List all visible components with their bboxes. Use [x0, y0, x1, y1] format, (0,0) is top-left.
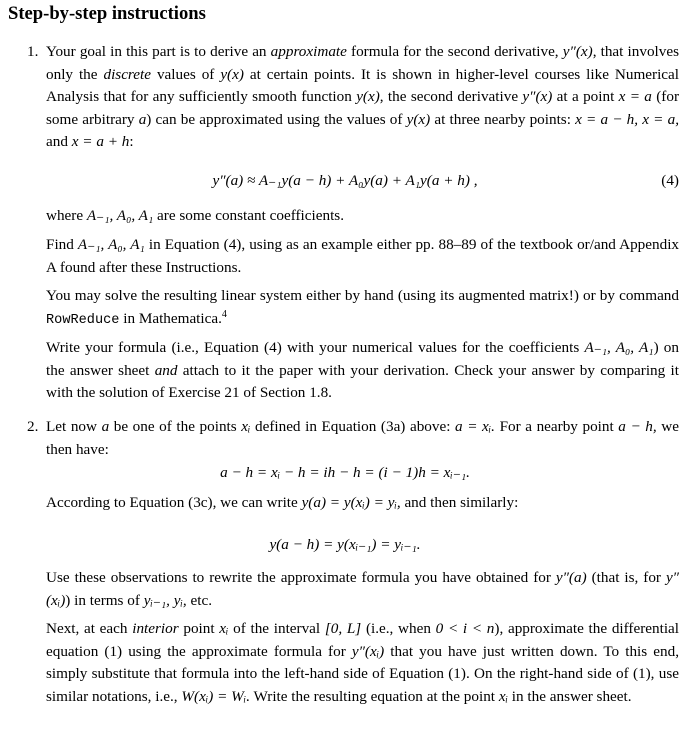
- item-1-paragraph-5: Write your formula (i.e., Equation (4) with your numerical values for the coefficients A₋₁, A₀, A₁) on the answer sheet and attach to it the paper with your derivation. Check your answer by comparing it with the solution of Exercise 21 of Section 1.8.: [46, 339, 679, 401]
- item-1-paragraph-3: Find A₋₁, A₀, A₁ in Equation (4), using as an example either pp. 88–89 of the textbook or/and Appendix A found after these Instructions.: [46, 236, 680, 276]
- equation-4-tag: (4): [661, 172, 679, 189]
- item-2-paragraph-3: Use these observations to rewrite the approximate formula you have obtained for y″(a) (that is, for y″(xᵢ)) in terms of yᵢ₋₁, yᵢ, etc.: [46, 569, 680, 609]
- item-2-paragraph-4: Next, at each interior point xᵢ of the interval [0, L] (i.e., when 0 < i < n), approximate the differential equation (1) using the approximate formula for y″(xᵢ) that you have just written down. To this end, simply substitute that formula into the left-hand side of Equation (1). On the right-hand side of (1), use similar notations, i.e., W(xᵢ) = Wᵢ. Write the resulting equation at the point xᵢ in the answer sheet.: [46, 620, 680, 705]
- item-2-paragraph-2: According to Equation (3c), we can write y(a) = y(xᵢ) = yᵢ, and then similarly:: [46, 494, 519, 511]
- equation-y-a-minus-h: y(a − h) = y(xᵢ₋₁) = yᵢ₋₁.: [269, 536, 421, 553]
- rowreduce-code: RowReduce: [46, 312, 120, 328]
- footnote-marker: 4: [221, 308, 227, 320]
- item-2-number: 2.: [27, 418, 39, 435]
- item-1-paragraph-1: Your goal in this part is to derive an approximate formula for the second derivative, y″(x), that involves only the discrete values of y(x) at certain points. It is shown in higher-level courses like Numerical Analysis that for any sufficiently smooth function y(x), the second derivative y″(x) at a point x = a (for some arbitrary a) can be approximated using the values of y(x) at three nearby points: x = a − h, x = a, and x = a + h:: [46, 43, 680, 150]
- item-1-paragraph-2: where A₋₁, A₀, A₁ are some constant coefficients.: [46, 207, 344, 224]
- section-title: Step-by-step instructions: [8, 3, 206, 24]
- equation-4: y″(a) ≈ A₋₁y(a − h) + A₀y(a) + A₁y(a + h) ,: [212, 172, 478, 189]
- item-1-paragraph-4: You may solve the resulting linear system either by hand (using its augmented matrix!) or by command RowReduce in Mathematica.$^4$: [46, 287, 679, 328]
- item-2-paragraph-1: Let now a be one of the points xᵢ defined in Equation (3a) above: a = xᵢ. For a nearby point a − h, we then have:: [46, 418, 679, 458]
- equation-a-minus-h: a − h = xᵢ − h = ih − h = (i − 1)h = xᵢ₋₁.: [220, 464, 470, 481]
- item-1-number: 1.: [27, 43, 39, 60]
